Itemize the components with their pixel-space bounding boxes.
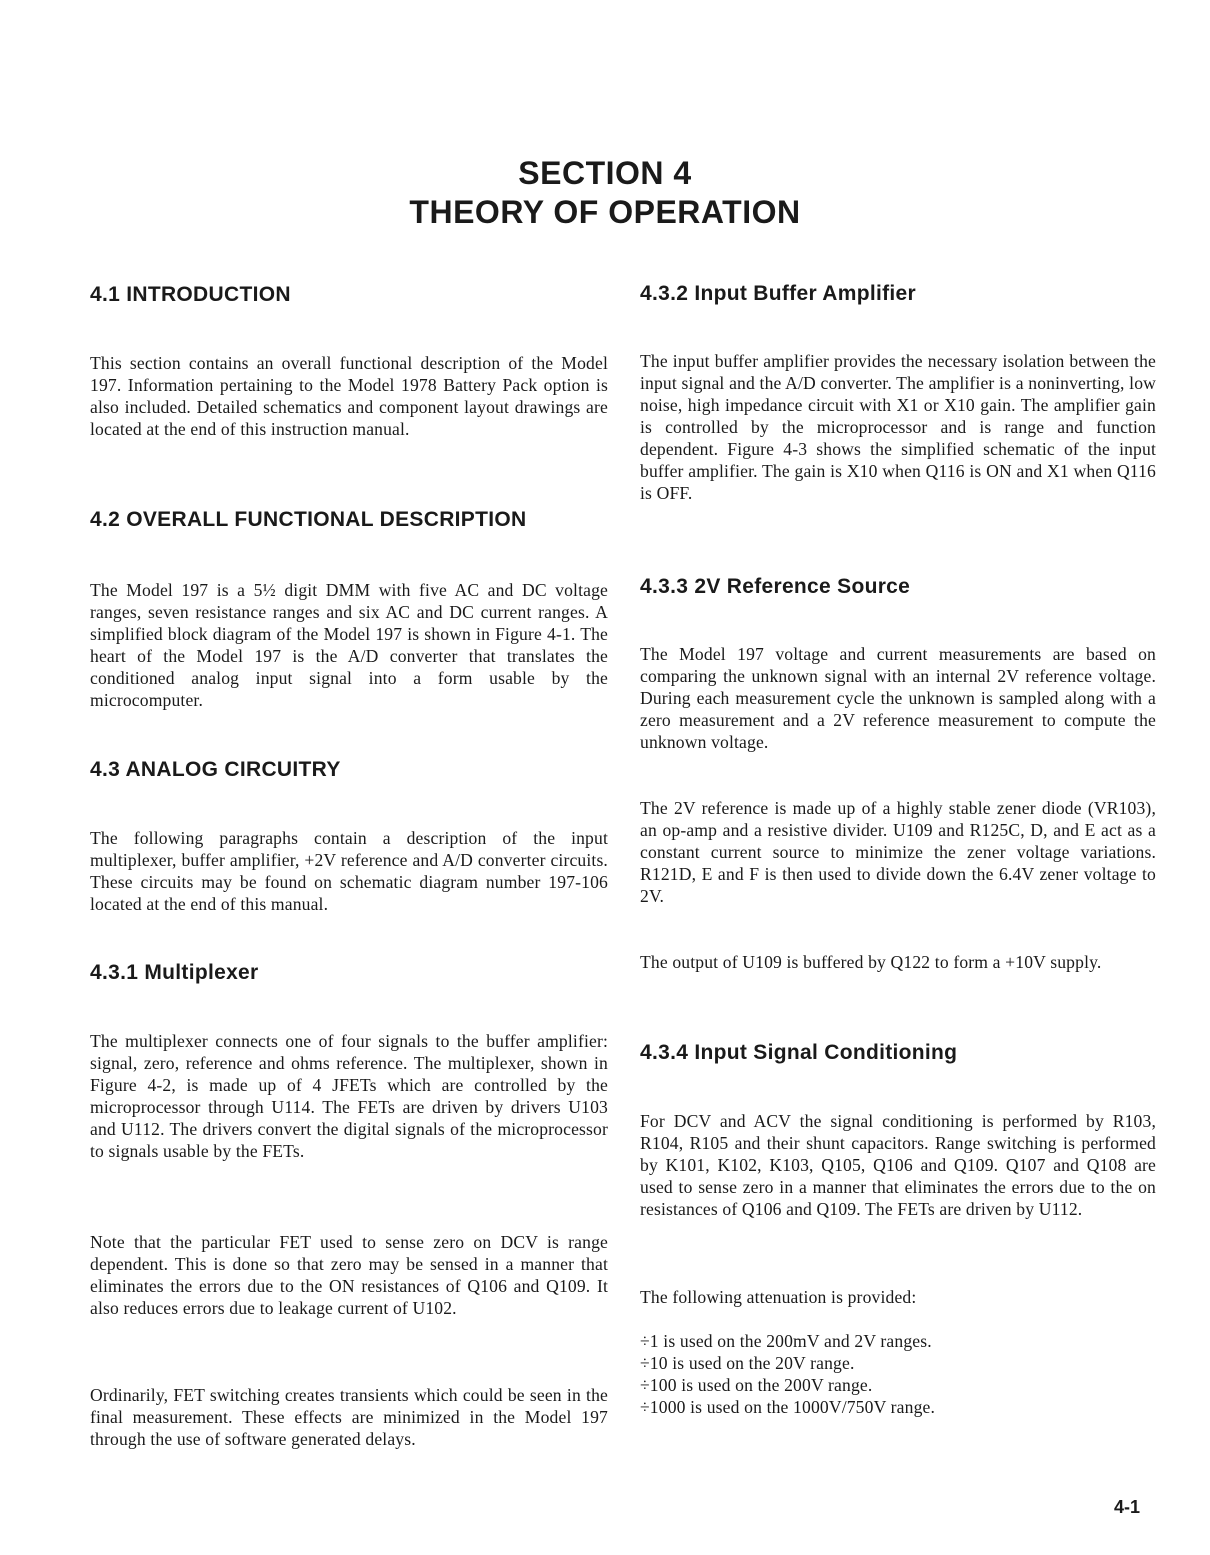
reference-paragraph-1: The Model 197 voltage and current measurements are based on comparing the unknown signal with an internal 2V reference voltage. During each measurement cycle the unknown is sampled along with a zero measurement and a 2V reference measurement to compute the unknown voltage. [640,644,1156,752]
list-item: ÷1000 is used on the 1000V/750V range. [640,1397,936,1417]
multiplexer-paragraph-1: The multiplexer connects one of four signals to the buffer amplifier: signal, zero, reference and ohms reference. The multiplexer, shown in Figure 4-2, is made up of 4 JFETs which are controlled by the microprocessor through U114. The FETs are driven by drivers U103 and U112. The drivers convert the digital signals of the microprocessor to signals usable by the FETs. [90,1031,608,1161]
section-number: SECTION 4 [518,155,692,191]
overall-description-paragraph: The Model 197 is a 5½ digit DMM with five AC and DC voltage ranges, seven resistance ranges and six AC and DC current ranges. A simplified block diagram of the Model 197 is shown in Figure 4-1. The heart of the Model 197 is the A/D converter that translates the conditioned analog input signal into a form usable by the microcomputer. [90,580,608,710]
heading-input-signal-conditioning: 4.3.4 Input Signal Conditioning [640,1041,958,1064]
list-item: ÷100 is used on the 200V range. [640,1375,873,1395]
introduction-paragraph: This section contains an overall functional description of the Model 197. Information pertaining to the Model 1978 Battery Pack option is also included. Detailed schematics and component layout drawings are located at the end of this instruction manual. [90,353,608,439]
analog-circuitry-paragraph: The following paragraphs contain a description of the input multiplexer, buffer amplifier, +2V reference and A/D converter circuits. These circuits may be found on schematic diagram number 197-106 located at the end of this manual. [90,828,608,914]
buffer-amplifier-paragraph: The input buffer amplifier provides the necessary isolation between the input signal and the A/D converter. The amplifier is a noninverting, low noise, high impedance circuit with X1 or X10 gain. The amplifier gain is controlled by the microprocessor and is range and function dependent. Figure 4-3 shows the simplified schematic of the input buffer amplifier. The gain is X10 when Q116 is ON and X1 when Q116 is OFF. [640,351,1156,503]
reference-paragraph-2: The 2V reference is made up of a highly stable zener diode (VR103), an op-amp and a resistive divider. U109 and R125C, D, and E act as a constant current source to minimize the zener voltage variations. R121D, E and F is then used to divide down the 6.4V zener voltage to 2V. [640,798,1156,906]
page-title: THEORY OF OPERATION [409,194,801,230]
heading-2v-reference-source: 4.3.3 2V Reference Source [640,575,911,598]
heading-analog-circuitry: 4.3 ANALOG CIRCUITRY [90,758,341,781]
heading-overall-functional-description: 4.2 OVERALL FUNCTIONAL DESCRIPTION [90,508,527,531]
multiplexer-paragraph-2: Note that the particular FET used to sense zero on DCV is range dependent. This is done so that zero may be sensed in a manner that eliminates the errors due to the ON resistances of Q106 and Q109. It also reduces errors due to leakage current of U102. [90,1232,608,1318]
page-number: 4-1 [1113,1497,1140,1517]
conditioning-paragraph-2: The following attenuation is provided: [640,1287,917,1307]
list-item: ÷1 is used on the 200mV and 2V ranges. [640,1331,932,1351]
heading-multiplexer: 4.3.1 Multiplexer [90,961,259,984]
attenuation-list [640,1330,1156,1418]
heading-introduction: 4.1 INTRODUCTION [90,283,291,306]
multiplexer-paragraph-3: Ordinarily, FET switching creates transients which could be seen in the final measurement. These effects are minimized in the Model 197 through the use of software generated delays. [90,1385,608,1449]
reference-paragraph-3: The output of U109 is buffered by Q122 to form a +10V supply. [640,952,1102,972]
list-item: ÷10 is used on the 20V range. [640,1353,855,1373]
conditioning-paragraph-1: For DCV and ACV the signal conditioning is performed by R103, R104, R105 and their shunt capacitors. Range switching is performed by K101, K102, K103, Q105, Q106 and Q109. Q107 and Q108 are used to sense zero in a manner that eliminates the errors due to the on resistances of Q106 and Q109. The FETs are driven by U112. [640,1111,1156,1219]
heading-input-buffer-amplifier: 4.3.2 Input Buffer Amplifier [640,282,916,305]
